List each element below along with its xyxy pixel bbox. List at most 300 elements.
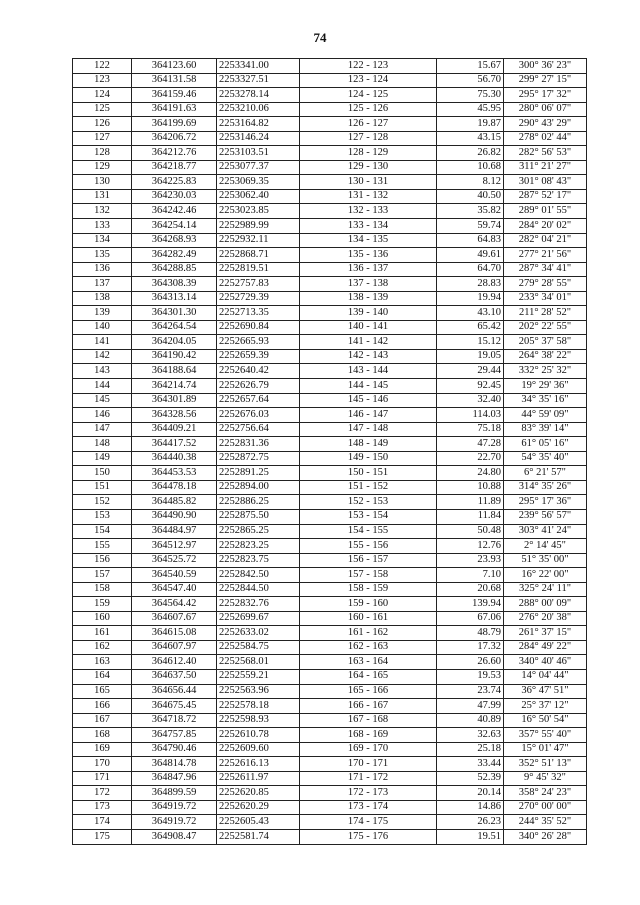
table-row: [73, 204, 587, 219]
y-coordinate-cell: 2252989.99: [217, 219, 300, 234]
y-coordinate-cell: 2252609.60: [217, 742, 300, 757]
table-row: [73, 568, 587, 583]
length-cell: 32.63: [437, 728, 504, 743]
bearing-cell: 244° 35' 52": [504, 815, 587, 830]
point-number-cell: 128: [73, 146, 132, 161]
coordinates-table-container: [72, 58, 572, 845]
segment-cell: 141 - 142: [300, 335, 437, 350]
table-row: [73, 771, 587, 786]
x-coordinate-cell: 364242.46: [132, 204, 217, 219]
x-coordinate-cell: 364899.59: [132, 786, 217, 801]
y-coordinate-cell: 2252831.36: [217, 437, 300, 452]
point-number-cell: 155: [73, 539, 132, 554]
point-number-cell: 141: [73, 335, 132, 350]
point-number-cell: 144: [73, 379, 132, 394]
bearing-cell: 340° 26' 28": [504, 829, 587, 844]
y-coordinate-cell: 2252894.00: [217, 480, 300, 495]
segment-cell: 159 - 160: [300, 597, 437, 612]
segment-cell: 170 - 171: [300, 757, 437, 772]
table-row: [73, 626, 587, 641]
y-coordinate-cell: 2252823.25: [217, 539, 300, 554]
point-number-cell: 129: [73, 160, 132, 175]
segment-cell: 136 - 137: [300, 262, 437, 277]
table-row: [73, 59, 587, 74]
segment-cell: 158 - 159: [300, 582, 437, 597]
length-cell: 11.84: [437, 509, 504, 524]
point-number-cell: 162: [73, 640, 132, 655]
x-coordinate-cell: 364264.54: [132, 320, 217, 335]
x-coordinate-cell: 364288.85: [132, 262, 217, 277]
x-coordinate-cell: 364478.18: [132, 480, 217, 495]
segment-cell: 146 - 147: [300, 408, 437, 423]
length-cell: 49.61: [437, 248, 504, 263]
table-row: [73, 175, 587, 190]
point-number-cell: 170: [73, 757, 132, 772]
segment-cell: 148 - 149: [300, 437, 437, 452]
x-coordinate-cell: 364656.44: [132, 684, 217, 699]
point-number-cell: 151: [73, 480, 132, 495]
point-number-cell: 138: [73, 291, 132, 306]
length-cell: 10.88: [437, 480, 504, 495]
x-coordinate-cell: 364204.05: [132, 335, 217, 350]
segment-cell: 152 - 153: [300, 495, 437, 510]
length-cell: 75.30: [437, 88, 504, 103]
point-number-cell: 148: [73, 437, 132, 452]
point-number-cell: 130: [73, 175, 132, 190]
table-row: [73, 757, 587, 772]
bearing-cell: 279° 28' 55": [504, 277, 587, 292]
bearing-cell: 261° 37' 15": [504, 626, 587, 641]
bearing-cell: 295° 17' 32": [504, 88, 587, 103]
table-row: [73, 786, 587, 801]
segment-cell: 165 - 166: [300, 684, 437, 699]
segment-cell: 153 - 154: [300, 509, 437, 524]
point-number-cell: 160: [73, 611, 132, 626]
point-number-cell: 166: [73, 699, 132, 714]
x-coordinate-cell: 364218.77: [132, 160, 217, 175]
table-row: [73, 160, 587, 175]
bearing-cell: 282° 04' 21": [504, 233, 587, 248]
y-coordinate-cell: 2253103.51: [217, 146, 300, 161]
table-row: [73, 146, 587, 161]
segment-cell: 132 - 133: [300, 204, 437, 219]
y-coordinate-cell: 2253146.24: [217, 131, 300, 146]
bearing-cell: 9° 45' 32": [504, 771, 587, 786]
point-number-cell: 164: [73, 669, 132, 684]
table-row: [73, 582, 587, 597]
x-coordinate-cell: 364814.78: [132, 757, 217, 772]
y-coordinate-cell: 2252584.75: [217, 640, 300, 655]
x-coordinate-cell: 364409.21: [132, 422, 217, 437]
bearing-cell: 34° 35' 16": [504, 393, 587, 408]
bearing-cell: 288° 00' 09": [504, 597, 587, 612]
point-number-cell: 136: [73, 262, 132, 277]
x-coordinate-cell: 364615.08: [132, 626, 217, 641]
bearing-cell: 270° 00' 00": [504, 800, 587, 815]
segment-cell: 145 - 146: [300, 393, 437, 408]
y-coordinate-cell: 2252713.35: [217, 306, 300, 321]
y-coordinate-cell: 2252832.76: [217, 597, 300, 612]
y-coordinate-cell: 2252581.74: [217, 829, 300, 844]
segment-cell: 162 - 163: [300, 640, 437, 655]
bearing-cell: 2° 14' 45": [504, 539, 587, 554]
y-coordinate-cell: 2252610.78: [217, 728, 300, 743]
bearing-cell: 301° 08' 43": [504, 175, 587, 190]
length-cell: 40.89: [437, 713, 504, 728]
bearing-cell: 352° 51' 13": [504, 757, 587, 772]
table-row: [73, 597, 587, 612]
y-coordinate-cell: 2252844.50: [217, 582, 300, 597]
segment-cell: 125 - 126: [300, 102, 437, 117]
length-cell: 26.23: [437, 815, 504, 830]
segment-cell: 168 - 169: [300, 728, 437, 743]
x-coordinate-cell: 364525.72: [132, 553, 217, 568]
y-coordinate-cell: 2252932.11: [217, 233, 300, 248]
x-coordinate-cell: 364190.42: [132, 349, 217, 364]
y-coordinate-cell: 2252819.51: [217, 262, 300, 277]
segment-cell: 161 - 162: [300, 626, 437, 641]
x-coordinate-cell: 364485.82: [132, 495, 217, 510]
point-number-cell: 169: [73, 742, 132, 757]
segment-cell: 155 - 156: [300, 539, 437, 554]
x-coordinate-cell: 364757.85: [132, 728, 217, 743]
table-row: [73, 320, 587, 335]
segment-cell: 131 - 132: [300, 189, 437, 204]
bearing-cell: 51° 35' 00": [504, 553, 587, 568]
table-row: [73, 422, 587, 437]
x-coordinate-cell: 364564.42: [132, 597, 217, 612]
segment-cell: 142 - 143: [300, 349, 437, 364]
length-cell: 14.86: [437, 800, 504, 815]
length-cell: 33.44: [437, 757, 504, 772]
segment-cell: 160 - 161: [300, 611, 437, 626]
x-coordinate-cell: 364908.47: [132, 829, 217, 844]
point-number-cell: 168: [73, 728, 132, 743]
y-coordinate-cell: 2252620.85: [217, 786, 300, 801]
table-row: [73, 509, 587, 524]
length-cell: 19.05: [437, 349, 504, 364]
x-coordinate-cell: 364512.97: [132, 539, 217, 554]
bearing-cell: 290° 43' 29": [504, 117, 587, 132]
segment-cell: 122 - 123: [300, 59, 437, 74]
length-cell: 64.70: [437, 262, 504, 277]
y-coordinate-cell: 2252729.39: [217, 291, 300, 306]
segment-cell: 138 - 139: [300, 291, 437, 306]
length-cell: 114.03: [437, 408, 504, 423]
x-coordinate-cell: 364484.97: [132, 524, 217, 539]
table-row: [73, 640, 587, 655]
point-number-cell: 152: [73, 495, 132, 510]
point-number-cell: 122: [73, 59, 132, 74]
y-coordinate-cell: 2253164.82: [217, 117, 300, 132]
table-row: [73, 451, 587, 466]
segment-cell: 124 - 125: [300, 88, 437, 103]
y-coordinate-cell: 2252875.50: [217, 509, 300, 524]
length-cell: 35.82: [437, 204, 504, 219]
table-row: [73, 88, 587, 103]
segment-cell: 140 - 141: [300, 320, 437, 335]
length-cell: 10.68: [437, 160, 504, 175]
x-coordinate-cell: 364282.49: [132, 248, 217, 263]
point-number-cell: 147: [73, 422, 132, 437]
length-cell: 32.40: [437, 393, 504, 408]
y-coordinate-cell: 2252868.71: [217, 248, 300, 263]
x-coordinate-cell: 364919.72: [132, 800, 217, 815]
table-row: [73, 669, 587, 684]
table-row: [73, 277, 587, 292]
segment-cell: 129 - 130: [300, 160, 437, 175]
length-cell: 92.45: [437, 379, 504, 394]
x-coordinate-cell: 364328.56: [132, 408, 217, 423]
x-coordinate-cell: 364540.59: [132, 568, 217, 583]
length-cell: 43.10: [437, 306, 504, 321]
x-coordinate-cell: 364206.72: [132, 131, 217, 146]
point-number-cell: 159: [73, 597, 132, 612]
y-coordinate-cell: 2253327.51: [217, 73, 300, 88]
segment-cell: 144 - 145: [300, 379, 437, 394]
bearing-cell: 19° 29' 36": [504, 379, 587, 394]
segment-cell: 157 - 158: [300, 568, 437, 583]
y-coordinate-cell: 2253069.35: [217, 175, 300, 190]
point-number-cell: 149: [73, 451, 132, 466]
segment-cell: 133 - 134: [300, 219, 437, 234]
bearing-cell: 16° 50' 54": [504, 713, 587, 728]
length-cell: 15.12: [437, 335, 504, 350]
bearing-cell: 54° 35' 40": [504, 451, 587, 466]
bearing-cell: 311° 21' 27": [504, 160, 587, 175]
table-row: [73, 306, 587, 321]
length-cell: 28.83: [437, 277, 504, 292]
point-number-cell: 146: [73, 408, 132, 423]
x-coordinate-cell: 364547.40: [132, 582, 217, 597]
point-number-cell: 127: [73, 131, 132, 146]
bearing-cell: 295° 17' 36": [504, 495, 587, 510]
y-coordinate-cell: 2252891.25: [217, 466, 300, 481]
point-number-cell: 145: [73, 393, 132, 408]
y-coordinate-cell: 2253077.37: [217, 160, 300, 175]
x-coordinate-cell: 364308.39: [132, 277, 217, 292]
x-coordinate-cell: 364123.60: [132, 59, 217, 74]
bearing-cell: 299° 27' 15": [504, 73, 587, 88]
table-row: [73, 233, 587, 248]
bearing-cell: 358° 24' 23": [504, 786, 587, 801]
bearing-cell: 16° 22' 00": [504, 568, 587, 583]
bearing-cell: 300° 36' 23": [504, 59, 587, 74]
point-number-cell: 125: [73, 102, 132, 117]
bearing-cell: 277° 21' 56": [504, 248, 587, 263]
point-number-cell: 150: [73, 466, 132, 481]
segment-cell: 167 - 168: [300, 713, 437, 728]
point-number-cell: 135: [73, 248, 132, 263]
y-coordinate-cell: 2252633.02: [217, 626, 300, 641]
length-cell: 29.44: [437, 364, 504, 379]
segment-cell: 163 - 164: [300, 655, 437, 670]
y-coordinate-cell: 2253062.40: [217, 189, 300, 204]
bearing-cell: 6° 21' 57": [504, 466, 587, 481]
y-coordinate-cell: 2252640.42: [217, 364, 300, 379]
table-row: [73, 553, 587, 568]
segment-cell: 130 - 131: [300, 175, 437, 190]
x-coordinate-cell: 364607.97: [132, 640, 217, 655]
bearing-cell: 44° 59' 09": [504, 408, 587, 423]
segment-cell: 128 - 129: [300, 146, 437, 161]
bearing-cell: 25° 37' 12": [504, 699, 587, 714]
table-row: [73, 684, 587, 699]
table-row: [73, 291, 587, 306]
x-coordinate-cell: 364301.30: [132, 306, 217, 321]
bearing-cell: 36° 47' 51": [504, 684, 587, 699]
x-coordinate-cell: 364607.67: [132, 611, 217, 626]
length-cell: 56.70: [437, 73, 504, 88]
segment-cell: 134 - 135: [300, 233, 437, 248]
segment-cell: 169 - 170: [300, 742, 437, 757]
x-coordinate-cell: 364417.52: [132, 437, 217, 452]
length-cell: 139.94: [437, 597, 504, 612]
point-number-cell: 156: [73, 553, 132, 568]
length-cell: 26.82: [437, 146, 504, 161]
bearing-cell: 332° 25' 32": [504, 364, 587, 379]
length-cell: 12.76: [437, 539, 504, 554]
segment-cell: 171 - 172: [300, 771, 437, 786]
bearing-cell: 289° 01' 55": [504, 204, 587, 219]
x-coordinate-cell: 364225.83: [132, 175, 217, 190]
length-cell: 15.67: [437, 59, 504, 74]
y-coordinate-cell: 2252757.83: [217, 277, 300, 292]
segment-cell: 172 - 173: [300, 786, 437, 801]
segment-cell: 166 - 167: [300, 699, 437, 714]
y-coordinate-cell: 2252568.01: [217, 655, 300, 670]
y-coordinate-cell: 2252605.43: [217, 815, 300, 830]
table-row: [73, 495, 587, 510]
y-coordinate-cell: 2252598.93: [217, 713, 300, 728]
point-number-cell: 132: [73, 204, 132, 219]
y-coordinate-cell: 2253210.06: [217, 102, 300, 117]
length-cell: 67.06: [437, 611, 504, 626]
y-coordinate-cell: 2252659.39: [217, 349, 300, 364]
y-coordinate-cell: 2253023.85: [217, 204, 300, 219]
length-cell: 23.93: [437, 553, 504, 568]
table-row: [73, 131, 587, 146]
x-coordinate-cell: 364199.69: [132, 117, 217, 132]
x-coordinate-cell: 364268.93: [132, 233, 217, 248]
length-cell: 20.68: [437, 582, 504, 597]
segment-cell: 126 - 127: [300, 117, 437, 132]
segment-cell: 123 - 124: [300, 73, 437, 88]
table-row: [73, 466, 587, 481]
y-coordinate-cell: 2252756.64: [217, 422, 300, 437]
bearing-cell: 287° 52' 17": [504, 189, 587, 204]
bearing-cell: 325° 24' 11": [504, 582, 587, 597]
segment-cell: 143 - 144: [300, 364, 437, 379]
point-number-cell: 143: [73, 364, 132, 379]
bearing-cell: 287° 34' 41": [504, 262, 587, 277]
table-row: [73, 408, 587, 423]
coordinates-table-body: [73, 59, 587, 845]
table-row: [73, 437, 587, 452]
point-number-cell: 139: [73, 306, 132, 321]
point-number-cell: 142: [73, 349, 132, 364]
length-cell: 52.39: [437, 771, 504, 786]
point-number-cell: 137: [73, 277, 132, 292]
point-number-cell: 161: [73, 626, 132, 641]
length-cell: 19.51: [437, 829, 504, 844]
bearing-cell: 303° 41' 24": [504, 524, 587, 539]
segment-cell: 173 - 174: [300, 800, 437, 815]
point-number-cell: 172: [73, 786, 132, 801]
point-number-cell: 167: [73, 713, 132, 728]
y-coordinate-cell: 2252611.97: [217, 771, 300, 786]
y-coordinate-cell: 2253341.00: [217, 59, 300, 74]
table-row: [73, 349, 587, 364]
y-coordinate-cell: 2252563.96: [217, 684, 300, 699]
bearing-cell: 205° 37' 58": [504, 335, 587, 350]
x-coordinate-cell: 364847.96: [132, 771, 217, 786]
table-row: [73, 102, 587, 117]
table-row: [73, 611, 587, 626]
y-coordinate-cell: 2252690.84: [217, 320, 300, 335]
x-coordinate-cell: 364612.40: [132, 655, 217, 670]
table-row: [73, 379, 587, 394]
segment-cell: 151 - 152: [300, 480, 437, 495]
bearing-cell: 239° 56' 57": [504, 509, 587, 524]
length-cell: 75.18: [437, 422, 504, 437]
table-row: [73, 219, 587, 234]
point-number-cell: 163: [73, 655, 132, 670]
table-row: [73, 713, 587, 728]
bearing-cell: 61° 05' 16": [504, 437, 587, 452]
point-number-cell: 157: [73, 568, 132, 583]
length-cell: 20.14: [437, 786, 504, 801]
point-number-cell: 134: [73, 233, 132, 248]
length-cell: 11.89: [437, 495, 504, 510]
table-row: [73, 117, 587, 132]
x-coordinate-cell: 364919.72: [132, 815, 217, 830]
table-row: [73, 335, 587, 350]
bearing-cell: 276° 20' 38": [504, 611, 587, 626]
table-row: [73, 480, 587, 495]
bearing-cell: 14° 04' 44": [504, 669, 587, 684]
bearing-cell: 233° 34' 01": [504, 291, 587, 306]
table-row: [73, 829, 587, 844]
x-coordinate-cell: 364490.90: [132, 509, 217, 524]
length-cell: 23.74: [437, 684, 504, 699]
x-coordinate-cell: 364191.63: [132, 102, 217, 117]
bearing-cell: 282° 56' 53": [504, 146, 587, 161]
x-coordinate-cell: 364313.14: [132, 291, 217, 306]
length-cell: 65.42: [437, 320, 504, 335]
segment-cell: 154 - 155: [300, 524, 437, 539]
length-cell: 45.95: [437, 102, 504, 117]
y-coordinate-cell: 2252872.75: [217, 451, 300, 466]
segment-cell: 137 - 138: [300, 277, 437, 292]
x-coordinate-cell: 364188.64: [132, 364, 217, 379]
bearing-cell: 211° 28' 52": [504, 306, 587, 321]
x-coordinate-cell: 364675.45: [132, 699, 217, 714]
length-cell: 40.50: [437, 189, 504, 204]
segment-cell: 139 - 140: [300, 306, 437, 321]
point-number-cell: 154: [73, 524, 132, 539]
length-cell: 47.28: [437, 437, 504, 452]
page-number: 74: [313, 30, 327, 45]
segment-cell: 150 - 151: [300, 466, 437, 481]
table-row: [73, 728, 587, 743]
bearing-cell: 314° 35' 26": [504, 480, 587, 495]
length-cell: 19.94: [437, 291, 504, 306]
y-coordinate-cell: 2252657.64: [217, 393, 300, 408]
y-coordinate-cell: 2252665.93: [217, 335, 300, 350]
x-coordinate-cell: 364254.14: [132, 219, 217, 234]
point-number-cell: 131: [73, 189, 132, 204]
